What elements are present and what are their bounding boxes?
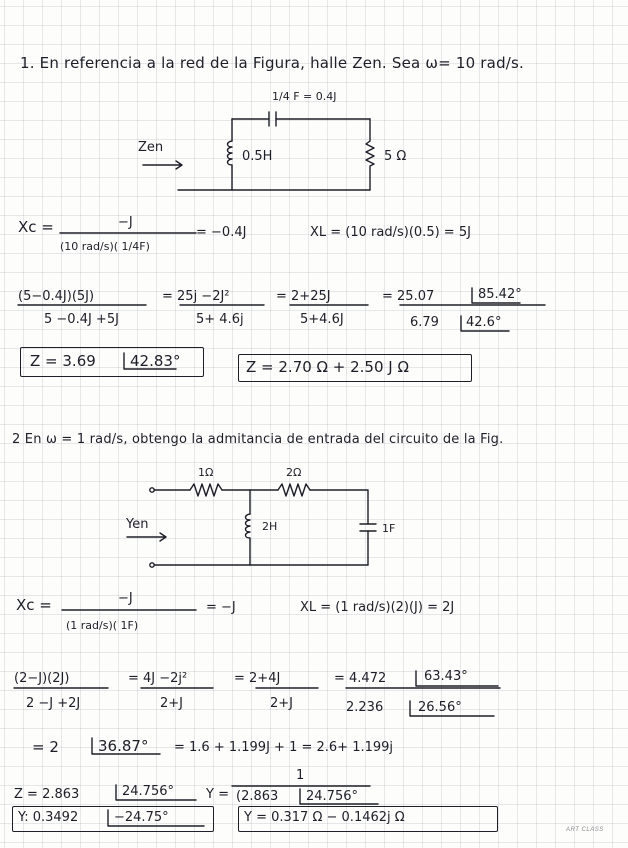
p2-line3-prefix: = 2	[32, 738, 59, 756]
p2-inductor-label: 2H	[262, 520, 278, 533]
p2-y-polar-angle: −24.75°	[114, 810, 169, 825]
p2-resistor1-label: 1Ω	[198, 466, 214, 479]
inductor-2h-coil	[246, 514, 251, 540]
p2-y-polar: Y: 0.3492	[18, 810, 79, 825]
p2-y-formula-den-angle: 24.756°	[306, 789, 358, 804]
p1-statement: 1. En referencia a la red de la Figura, halle Zen. Sea ω= 10 rad/s.	[20, 54, 525, 72]
notebook-brand: ART CLASS	[566, 827, 604, 833]
p2-xl-equation: XL = (1 rad/s)(2)(J) = 2J	[300, 600, 455, 615]
p2-line3-angle: 36.87°	[98, 737, 149, 755]
p2-xc-denominator: (1 rad/s)( 1F)	[66, 619, 139, 632]
p1-frac4-denominator-angle: 42.6°	[466, 315, 502, 330]
p2-y-rect: Y = 0.317 Ω − 0.1462j Ω	[244, 810, 405, 825]
p1-frac1-numerator: (5−0.4J)(5J)	[18, 289, 95, 304]
p2-frac4-numerator: = 4.472	[334, 671, 387, 686]
p2-yen-label: Yen	[126, 517, 149, 532]
p1-frac4-numerator: = 25.07	[382, 289, 435, 304]
p2-frac2-denominator: 2+J	[160, 696, 183, 711]
yen-arrow	[127, 533, 166, 541]
p2-statement: 2 En ω = 1 rad/s, obtengo la admitancia de entrada del circuito de la Fig.	[12, 432, 504, 447]
p1-xc-result: = −0.4J	[196, 225, 247, 240]
p2-frac1-denominator: 2 −J +2J	[26, 696, 81, 711]
p1-xc-lhs: Xc =	[18, 218, 54, 236]
resistor-1ohm-zigzag	[190, 484, 222, 496]
p1-xc-numerator: −J	[118, 215, 133, 230]
circuit-2-diagram	[127, 484, 376, 567]
resistor-2ohm-zigzag	[278, 484, 310, 496]
p2-y-formula-den-prefix: (2.863	[236, 789, 279, 804]
p2-frac3-denominator: 2+J	[270, 696, 293, 711]
p1-capacitor-label: 1/4 F = 0.4J	[272, 90, 337, 103]
p2-frac4-numerator-angle: 63.43°	[424, 669, 468, 684]
p2-frac3-numerator: = 2+4J	[234, 671, 281, 686]
p2-z-polar-angle: 24.756°	[122, 784, 174, 799]
p1-result-polar: Z = 3.69	[30, 352, 96, 370]
zen-arrow	[143, 161, 182, 169]
inductor-1-coil	[228, 141, 233, 168]
p1-result-rect: Z = 2.70 Ω + 2.50 J Ω	[246, 358, 409, 376]
p1-frac3-denominator: 5+4.6J	[300, 312, 344, 327]
p2-y-formula-numerator: 1	[296, 768, 305, 783]
p1-frac4-denominator: 6.79	[410, 315, 439, 330]
p2-y-formula-prefix: Y =	[206, 787, 229, 802]
capacitor-1f-symbol	[360, 524, 376, 531]
p1-frac2-numerator: = 25j −2J²	[162, 289, 230, 304]
circuit-2-wire-c	[310, 490, 368, 524]
p2-frac4-denominator: 2.236	[346, 700, 384, 715]
p2-frac2-numerator: = 4J −2j²	[128, 671, 188, 686]
p1-frac1-denominator: 5 −0.4J +5J	[44, 312, 119, 327]
p2-capacitor-label: 1F	[382, 522, 396, 535]
p1-frac2-denominator: 5+ 4.6j	[196, 312, 244, 327]
p1-resistor-label: 5 Ω	[384, 149, 407, 164]
p1-xc-denominator: (10 rad/s)( 1/4F)	[60, 240, 150, 253]
resistor-1-zigzag	[366, 119, 374, 190]
p1-inductor-label: 0.5H	[242, 149, 273, 164]
p1-zen-label: Zen	[138, 140, 164, 155]
p2-z-polar: Z = 2.863	[14, 787, 80, 802]
p2-xc-lhs: Xc =	[16, 596, 52, 614]
p2-xc-numerator: −J	[118, 591, 133, 606]
p2-resistor2-label: 2Ω	[286, 466, 302, 479]
p1-frac4-numerator-angle: 85.42°	[478, 287, 522, 302]
p1-result-polar-angle: 42.83°	[130, 352, 181, 370]
p1-frac3-numerator: = 2+25J	[276, 289, 331, 304]
p2-frac1-numerator: (2−J)(2J)	[14, 671, 70, 686]
p1-xl-equation: XL = (10 rad/s)(0.5) = 5J	[310, 225, 471, 240]
p2-frac4-denominator-angle: 26.56°	[418, 700, 462, 715]
capacitor-1-symbol	[269, 112, 276, 126]
p2-xc-result: = −J	[206, 600, 236, 615]
p2-line3-rest: = 1.6 + 1.199J + 1 = 2.6+ 1.199j	[174, 740, 394, 755]
